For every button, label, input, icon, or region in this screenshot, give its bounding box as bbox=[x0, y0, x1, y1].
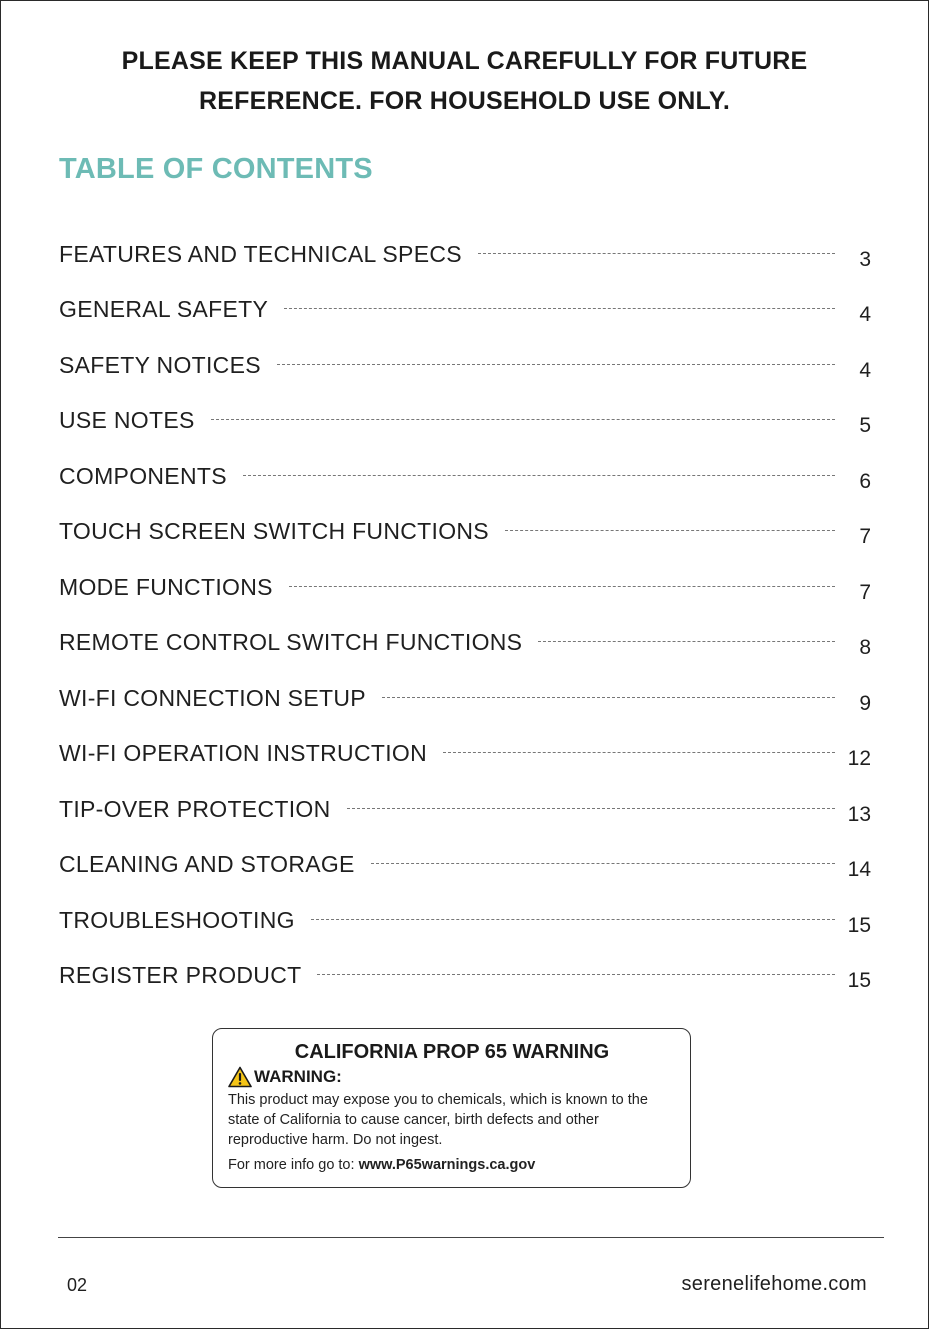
footer-divider bbox=[58, 1237, 884, 1238]
toc-entry[interactable] bbox=[59, 658, 871, 714]
header-line-2: REFERENCE. FOR HOUSEHOLD USE ONLY. bbox=[199, 87, 730, 115]
toc-entry[interactable] bbox=[59, 381, 871, 437]
warning-triangle-icon bbox=[228, 1066, 252, 1088]
header-line-1: PLEASE KEEP THIS MANUAL CAREFULLY FOR FUTURE bbox=[121, 47, 808, 75]
page-header bbox=[1, 41, 928, 121]
toc-entry-page: 15 bbox=[847, 913, 871, 937]
toc-entry[interactable] bbox=[59, 270, 871, 326]
toc-leader-dots bbox=[284, 308, 835, 309]
toc-title: TABLE OF CONTENTS bbox=[59, 153, 373, 185]
toc-entry-label: CLEANING AND STORAGE bbox=[59, 851, 355, 877]
toc-entry-label: COMPONENTS bbox=[59, 462, 227, 489]
toc-entry-page: 5 bbox=[859, 414, 871, 437]
toc-entry[interactable] bbox=[59, 492, 871, 548]
toc-entry-label: REMOTE CONTROL SWITCH FUNCTIONS bbox=[59, 629, 523, 655]
toc-entry-page: 12 bbox=[847, 747, 871, 770]
toc-entry[interactable] bbox=[59, 436, 871, 492]
toc-entry-label: GENERAL SAFETY bbox=[59, 296, 269, 322]
toc-leader-dots bbox=[347, 808, 836, 809]
toc-entry-page: 4 bbox=[859, 303, 871, 326]
prop65-warning-box bbox=[212, 1028, 691, 1188]
toc-entry-page: 9 bbox=[859, 691, 871, 715]
p65-link[interactable]: www.P65warnings.ca.gov bbox=[358, 1157, 536, 1173]
toc-entry[interactable] bbox=[59, 214, 871, 270]
toc-entry-page: 7 bbox=[859, 580, 871, 604]
toc-entry-page: 3 bbox=[859, 247, 871, 271]
toc-entry-page: 14 bbox=[847, 858, 871, 881]
toc-entry[interactable] bbox=[59, 603, 871, 659]
toc-leader-dots bbox=[443, 752, 835, 753]
toc-leader-dots bbox=[382, 697, 835, 698]
toc-entry-page: 7 bbox=[859, 525, 871, 548]
toc-leader-dots bbox=[277, 364, 835, 365]
website-url[interactable]: serenelifehome.com bbox=[681, 1273, 867, 1295]
warning-more-info bbox=[228, 1155, 676, 1175]
warning-heading bbox=[228, 1066, 676, 1088]
toc-leader-dots bbox=[289, 586, 835, 587]
toc-entry[interactable] bbox=[59, 714, 871, 770]
toc-entry[interactable] bbox=[59, 825, 871, 881]
page-number: 02 bbox=[67, 1275, 88, 1295]
table-of-contents bbox=[59, 214, 871, 991]
toc-entry[interactable] bbox=[59, 325, 871, 381]
toc-entry[interactable] bbox=[59, 769, 871, 825]
toc-entry-label: WI-FI CONNECTION SETUP bbox=[59, 684, 366, 711]
toc-leader-dots bbox=[505, 530, 835, 531]
toc-entry-label: SAFETY NOTICES bbox=[59, 351, 261, 378]
toc-leader-dots bbox=[243, 475, 835, 476]
toc-entry[interactable] bbox=[59, 547, 871, 603]
toc-entry-page: 4 bbox=[859, 358, 871, 382]
toc-entry-page: 8 bbox=[859, 636, 871, 659]
toc-entry-label: USE NOTES bbox=[59, 407, 195, 433]
toc-entry-page: 15 bbox=[847, 969, 871, 992]
toc-leader-dots bbox=[371, 863, 835, 864]
toc-entry-page: 13 bbox=[847, 802, 871, 826]
warning-body: This product may expose you to chemicals, which is known to the state of California to cause cancer, birth defects and other reproductive harm. Do not ingest. bbox=[228, 1092, 648, 1148]
toc-entry-page: 6 bbox=[859, 469, 871, 493]
toc-entry[interactable] bbox=[59, 936, 871, 992]
toc-leader-dots bbox=[211, 419, 835, 420]
more-info-prefix: For more info go to: bbox=[228, 1157, 359, 1173]
toc-leader-dots bbox=[478, 253, 835, 254]
toc-leader-dots bbox=[538, 641, 835, 642]
toc-entry-label: TOUCH SCREEN SWITCH FUNCTIONS bbox=[59, 518, 489, 544]
toc-entry-label: FEATURES AND TECHNICAL SPECS bbox=[59, 240, 462, 267]
warning-title: CALIFORNIA PROP 65 WARNING bbox=[294, 1041, 610, 1063]
toc-entry-label: TROUBLESHOOTING bbox=[59, 906, 295, 933]
warning-label: WARNING: bbox=[254, 1067, 342, 1086]
toc-entry-label: REGISTER PRODUCT bbox=[59, 962, 302, 988]
toc-entry-label: MODE FUNCTIONS bbox=[59, 573, 273, 600]
toc-leader-dots bbox=[317, 974, 835, 975]
toc-entry[interactable] bbox=[59, 880, 871, 936]
toc-entry-label: TIP-OVER PROTECTION bbox=[59, 795, 331, 822]
toc-entry-label: WI-FI OPERATION INSTRUCTION bbox=[59, 740, 427, 766]
toc-leader-dots bbox=[311, 919, 835, 920]
